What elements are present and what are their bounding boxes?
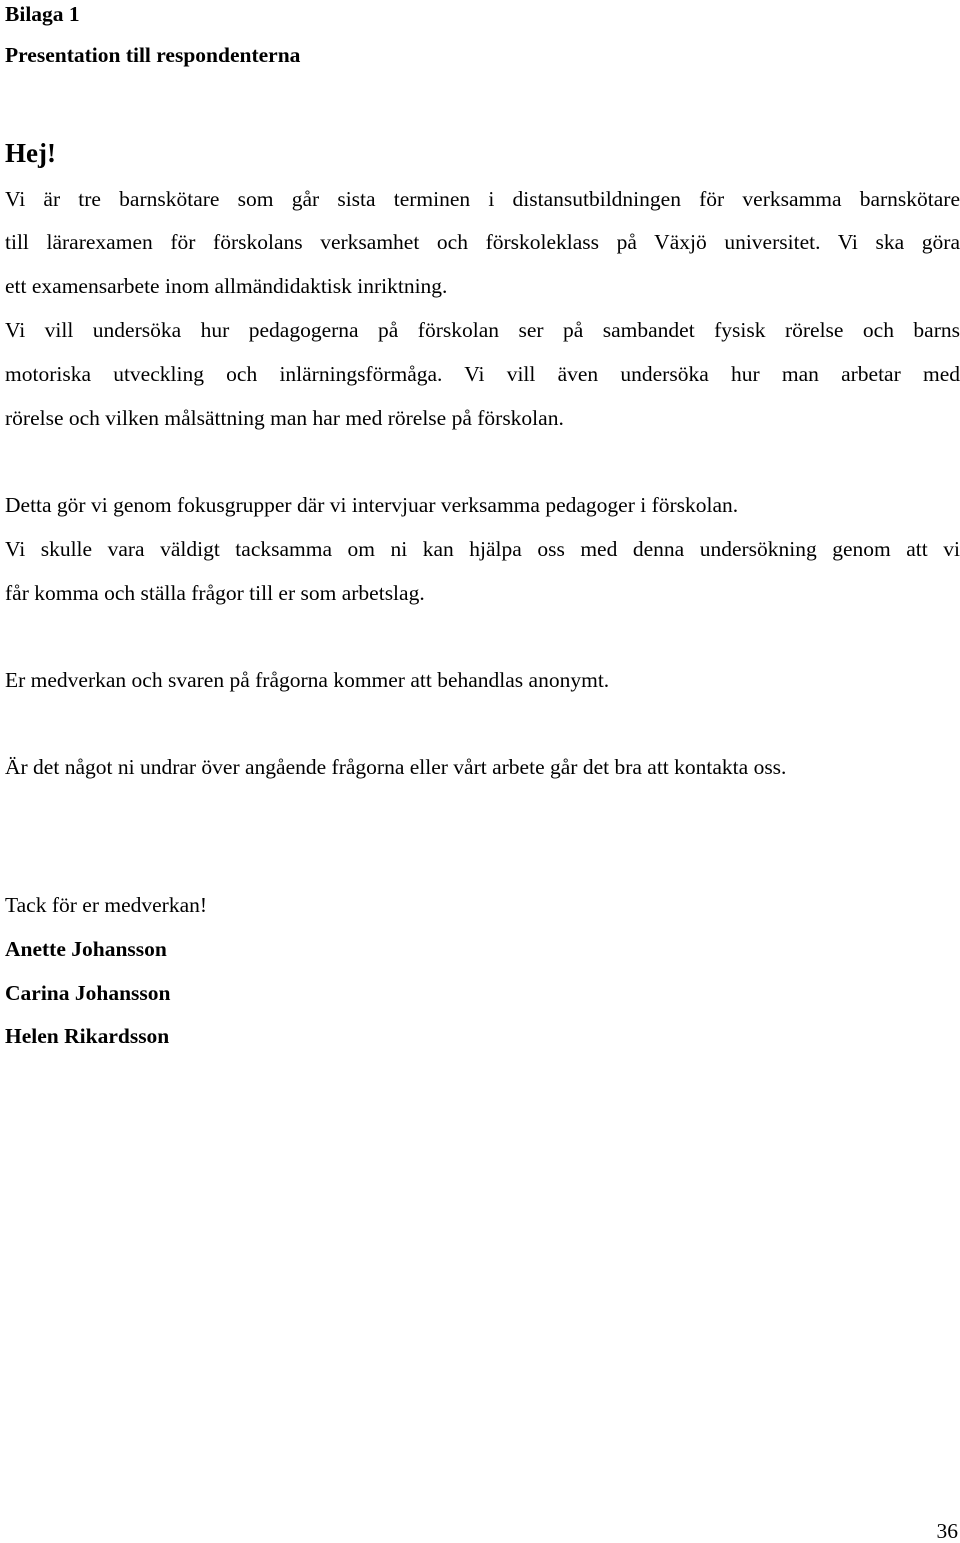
signatory-name: Carina Johansson — [5, 981, 171, 1005]
paragraph-line: Vi skulle vara väldigt tacksamma om ni kan hjälpa oss med denna undersökning genom att vi — [5, 537, 960, 561]
paragraph-line: Vi är tre barnskötare som går sista terminen i distansutbildningen för verksamma barnskötare — [5, 187, 960, 211]
paragraph-line: Vi vill undersöka hur pedagogerna på förskolan ser på sambandet fysisk rörelse och barns — [5, 318, 960, 342]
signatory-name: Anette Johansson — [5, 937, 167, 961]
appendix-label: Bilaga 1 — [5, 2, 80, 26]
anonymity-statement: Er medverkan och svaren på frågorna kommer att behandlas anonymt. — [5, 668, 610, 692]
page-number: 36 — [936, 1519, 958, 1543]
signatory-name: Helen Rikardsson — [5, 1024, 170, 1048]
contact-statement: Är det något ni undrar över angående frågorna eller vårt arbete går det bra att kontakta oss. — [5, 755, 787, 779]
paragraph-line: Detta gör vi genom fokusgrupper där vi intervjuar verksamma pedagoger i förskolan. — [5, 493, 739, 517]
document-title: Presentation till respondenterna — [5, 43, 301, 67]
thanks-line: Tack för er medverkan! — [5, 893, 208, 917]
paragraph-line: rörelse och vilken målsättning man har med rörelse på förskolan. — [5, 406, 564, 430]
paragraph-line: till lärarexamen för förskolans verksamhet och förskoleklass på Växjö universitet. Vi ska göra — [5, 230, 960, 254]
paragraph-line: får komma och ställa frågor till er som arbetslag. — [5, 581, 425, 605]
greeting-heading: Hej! — [5, 138, 56, 168]
paragraph-line: ett examensarbete inom allmändidaktisk inriktning. — [5, 274, 448, 298]
paragraph-line: motoriska utveckling och inlärningsförmåga. Vi vill även undersöka hur man arbetar med — [5, 362, 960, 386]
